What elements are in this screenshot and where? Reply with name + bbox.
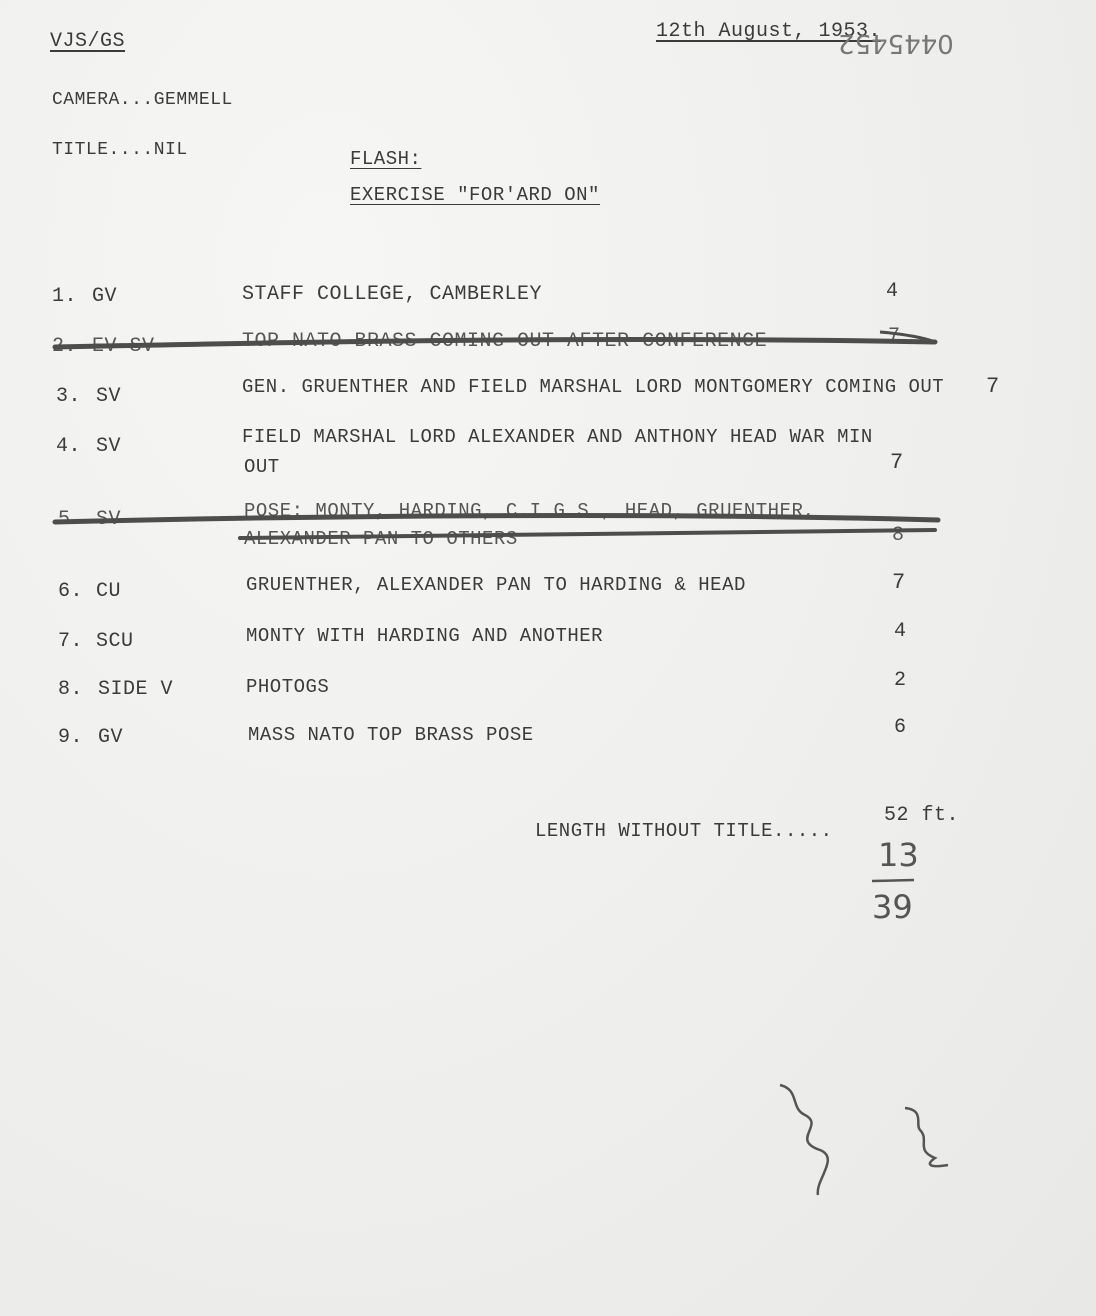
handwritten-brace-left bbox=[780, 1085, 828, 1195]
shot-description: STAFF COLLEGE, CAMBERLEY bbox=[242, 283, 543, 306]
document-date: 12th August, 1953. bbox=[656, 20, 882, 43]
shot-feet: 7 bbox=[890, 450, 904, 475]
reference-code: VJS/GS bbox=[50, 30, 126, 53]
shot-number: 6. bbox=[58, 580, 84, 603]
shot-feet: 6 bbox=[894, 716, 907, 739]
shot-description: FIELD MARSHAL LORD ALEXANDER AND ANTHONY HEAD WAR MIN bbox=[242, 426, 873, 448]
shot-description: PHOTOGS bbox=[246, 676, 330, 698]
heading-flash: FLASH: bbox=[350, 148, 422, 170]
shot-number: 2. bbox=[52, 335, 78, 358]
shot-type: GV bbox=[98, 726, 124, 749]
shot-number: 1. bbox=[52, 285, 78, 308]
strike-line-shot-2 bbox=[55, 339, 935, 347]
shot-description: MASS NATO TOP BRASS POSE bbox=[248, 724, 534, 746]
fraction-bar bbox=[872, 880, 914, 881]
shot-description: GRUENTHER, ALEXANDER PAN TO HARDING & HEAD bbox=[246, 574, 746, 596]
shot-number: 8. bbox=[58, 678, 84, 701]
shot-number: 5. bbox=[58, 508, 84, 531]
shot-number: 7. bbox=[58, 630, 84, 653]
shot-type: SV bbox=[96, 385, 122, 408]
shot-type: SV bbox=[96, 435, 122, 458]
shot-type: CU bbox=[96, 580, 122, 603]
shot-description: MONTY WITH HARDING AND ANOTHER bbox=[246, 625, 604, 647]
shot-type: EV SV bbox=[92, 335, 155, 358]
shot-feet: 8 bbox=[892, 524, 905, 547]
heading-exercise: EXERCISE "FOR'ARD ON" bbox=[350, 184, 600, 206]
length-label: LENGTH WITHOUT TITLE..... bbox=[535, 820, 833, 842]
shot-type: GV bbox=[92, 285, 118, 308]
shot-description: TOP NATO BRASS COMING OUT AFTER CONFERENCE bbox=[242, 330, 768, 353]
shot-description-cont: ALEXANDER PAN TO OTHERS bbox=[244, 528, 518, 550]
shot-feet: 7 bbox=[986, 374, 1000, 399]
title-line: TITLE....NIL bbox=[52, 140, 188, 160]
shot-feet: 2 bbox=[894, 669, 907, 692]
shot-number: 4. bbox=[56, 435, 82, 458]
shot-type: SIDE V bbox=[98, 678, 174, 701]
strike-line-shot-5b bbox=[240, 530, 935, 538]
shot-number: 9. bbox=[58, 726, 84, 749]
shot-type: SCU bbox=[96, 630, 134, 653]
shot-type: SV bbox=[96, 508, 122, 531]
shot-feet: 4 bbox=[894, 620, 907, 643]
shot-feet: 7 bbox=[888, 325, 901, 348]
shot-feet: 4 bbox=[886, 280, 899, 303]
handwritten-denominator: 39 bbox=[872, 888, 913, 926]
shot-description-cont: OUT bbox=[244, 456, 280, 478]
shot-description: POSE: MONTY, HARDING, C.I.G.S., HEAD, GRUENTHER, bbox=[244, 500, 816, 522]
handwritten-brace-right bbox=[905, 1108, 948, 1166]
shot-feet: 7 bbox=[892, 570, 906, 595]
shot-description: GEN. GRUENTHER AND FIELD MARSHAL LORD MONTGOMERY COMING OUT bbox=[242, 376, 945, 398]
camera-line: CAMERA...GEMMELL bbox=[52, 90, 233, 110]
strike-line-shot-5 bbox=[55, 516, 938, 522]
shot-number: 3. bbox=[56, 385, 82, 408]
length-value: 52 ft. bbox=[884, 804, 960, 827]
archive-number: 0445452 bbox=[838, 28, 954, 58]
handwritten-numerator: 13 bbox=[878, 836, 919, 874]
